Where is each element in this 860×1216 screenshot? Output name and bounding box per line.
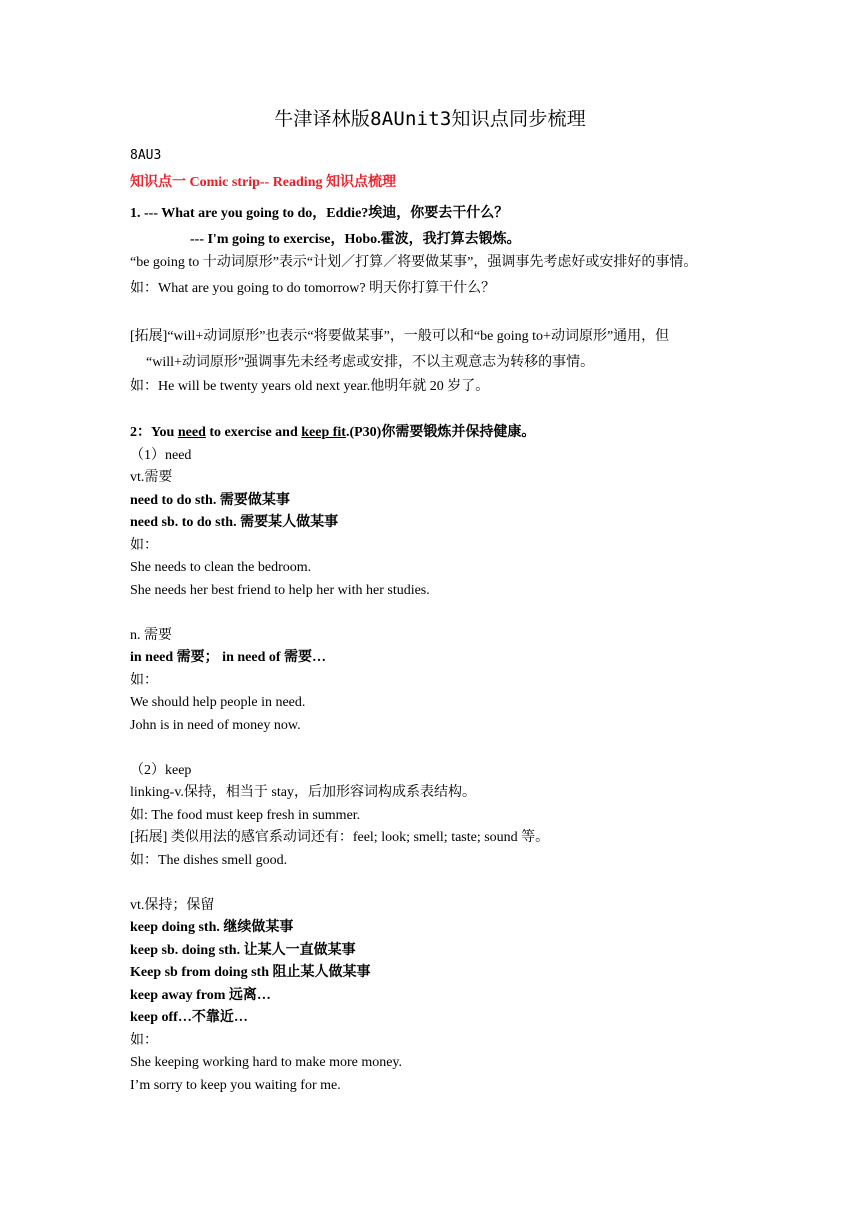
keep-linking-example: 如: The food must keep fresh in summer. <box>130 808 361 823</box>
need-noun: n. 需要 <box>130 628 172 643</box>
doc-code: 8AU3 <box>130 148 162 163</box>
keep-phrase-4: keep away from 远离… <box>130 988 271 1003</box>
item2-heading-mid: to exercise and <box>205 425 302 440</box>
item1-extension-line1: [拓展]“will+动词原形”也表示“将要做某事”，一般可以和“be going to+动词原形”通用，但 <box>130 329 670 344</box>
item2-heading <box>130 424 535 442</box>
need-ru-label: 如： <box>130 538 158 553</box>
need-noun-ru-label: 如： <box>130 673 158 688</box>
keep-vt: vt.保持；保留 <box>130 898 215 913</box>
keep-example-1: She keeping working hard to make more money. <box>130 1055 403 1070</box>
need-label: （1）need <box>130 448 192 463</box>
keep-phrase-5: keep off…不靠近… <box>130 1010 248 1025</box>
keep-phrase-1: keep doing sth. 继续做某事 <box>130 920 294 935</box>
need-example-1: She needs to clean the bedroom. <box>130 560 312 575</box>
keep-label: （2）keep <box>130 763 192 778</box>
need-vt: vt.需要 <box>130 470 173 485</box>
need-phrase-2: need sb. to do sth. 需要某人做某事 <box>130 515 339 530</box>
section-heading: 知识点一 Comic strip-- Reading 知识点梳理 <box>130 175 396 190</box>
page-title: 牛津译林版8AUnit3知识点同步梳理 <box>274 108 586 130</box>
need-phrase-1: need to do sth. 需要做某事 <box>130 493 290 508</box>
item1-answer: --- I'm going to exercise，Hobo.霍波，我打算去锻炼。 <box>190 232 521 247</box>
item2-heading-keepfit: keep fit <box>301 425 346 440</box>
item1-question: 1. --- What are you going to do，Eddie?埃迪，你要去干什么？ <box>130 206 509 221</box>
keep-linking-verb: linking-v.保持，相当于 stay，后加形容词构成系表结构。 <box>130 785 476 800</box>
item2-heading-post: .(P30)你需要锻炼并保持健康。 <box>345 425 536 440</box>
keep-ru-label: 如： <box>130 1033 158 1048</box>
need-noun-example-1: We should help people in need. <box>130 695 306 710</box>
item1-explanation: “be going to 十动词原形”表示“计划／打算／将要做某事”，强调事先考虑好或安排好的事情。 <box>130 255 698 270</box>
item1-extension-example: 如：He will be twenty years old next year.他明年就 20 岁了。 <box>130 379 490 394</box>
item1-example: 如：What are you going to do tomorrow? 明天你打算干什么？ <box>130 281 496 296</box>
keep-phrase-2: keep sb. doing sth. 让某人一直做某事 <box>130 943 356 958</box>
need-noun-example-2: John is in need of money now. <box>130 718 301 733</box>
need-example-2: She needs her best friend to help her with her studies. <box>130 583 430 598</box>
item2-heading-need: need <box>177 425 206 440</box>
keep-extension: [拓展] 类似用法的感官系动词还有：feel; look; smell; taste; sound 等。 <box>130 830 550 845</box>
need-noun-phrases: in need 需要； in need of 需要… <box>130 650 327 665</box>
item1-extension-line2: “will+动词原形”强调事先未经考虑或安排，不以主观意志为转移的事情。 <box>146 355 595 370</box>
keep-example-2: I’m sorry to keep you waiting for me. <box>130 1078 341 1093</box>
keep-phrase-3: Keep sb from doing sth 阻止某人做某事 <box>130 965 371 980</box>
item2-heading-pre: 2：You <box>130 425 178 440</box>
keep-extension-example: 如：The dishes smell good. <box>130 853 288 868</box>
